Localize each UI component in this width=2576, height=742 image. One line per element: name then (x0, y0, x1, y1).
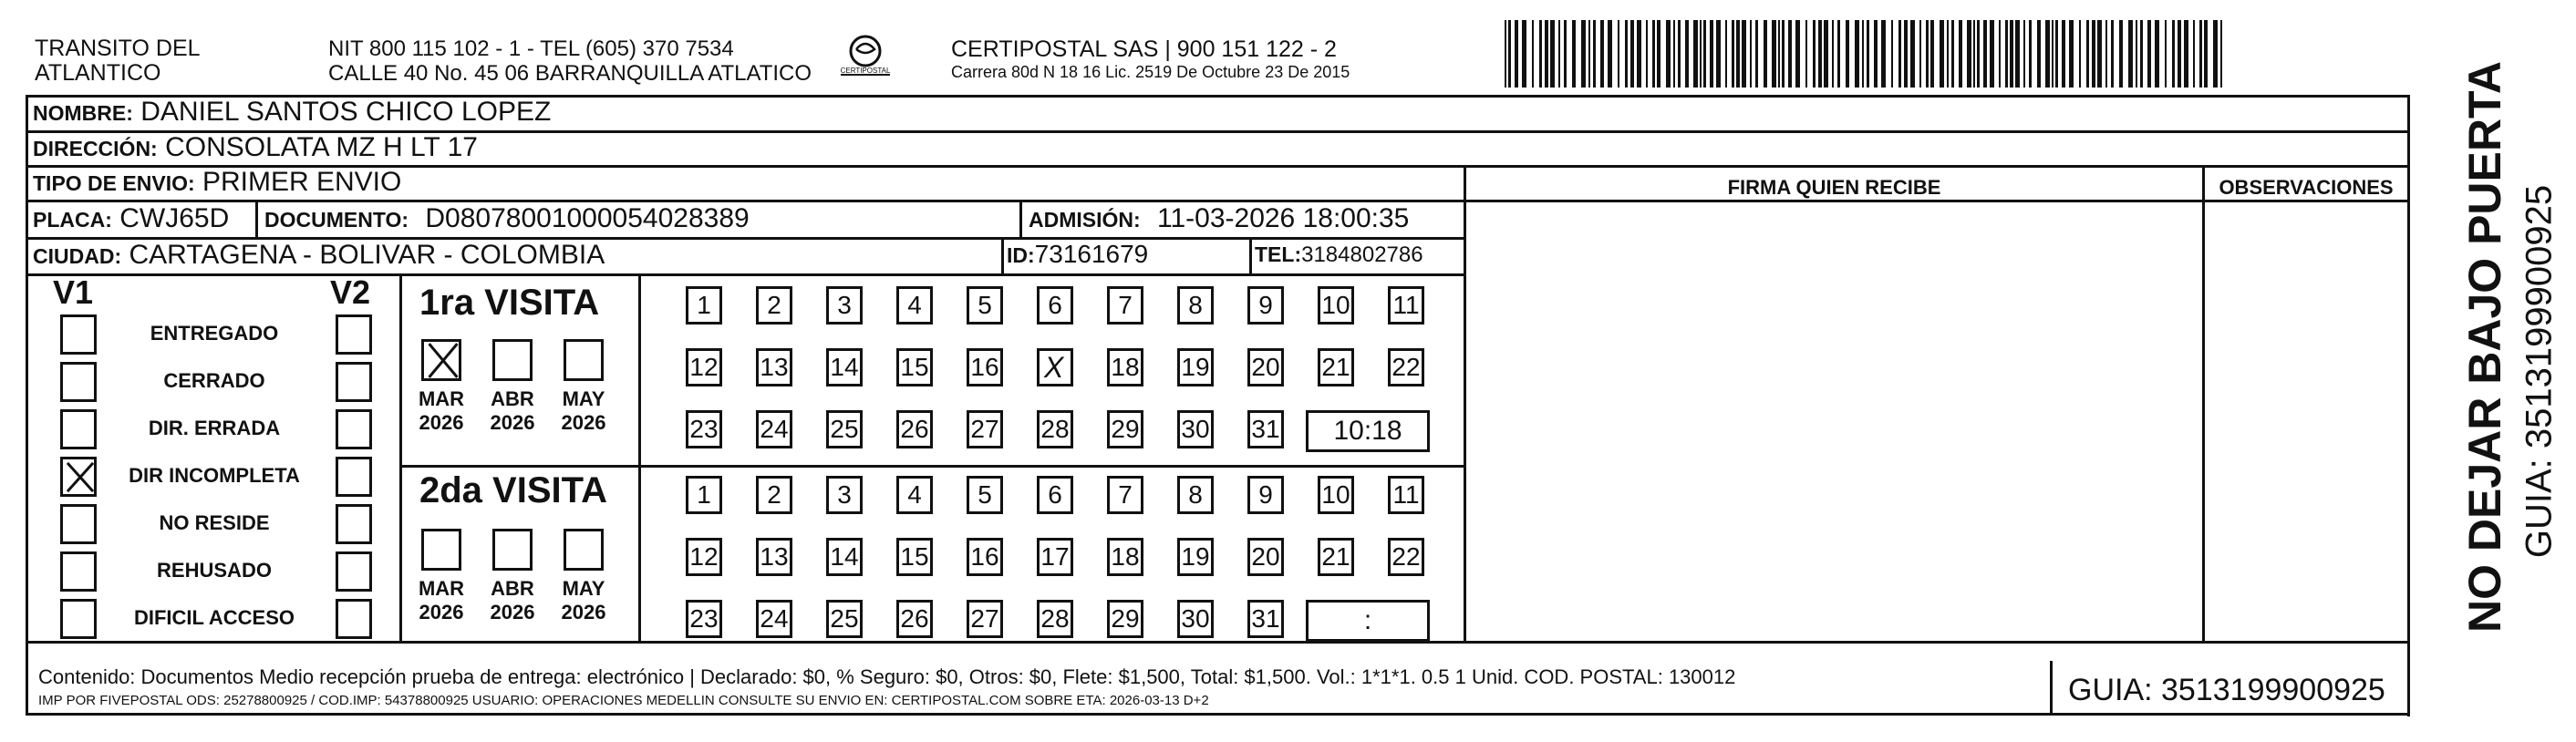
status-option-label: DIFICIL ACCESO (133, 606, 295, 629)
placa-field (33, 203, 229, 234)
firma-header: FIRMA QUIEN RECIBE (1727, 176, 1941, 199)
visit1-month-checkbox[interactable] (492, 339, 533, 381)
status-option-label: REHUSADO (157, 559, 272, 582)
admision-value: 11-03-2026 18:00:35 (1157, 203, 1410, 233)
status-option-label: DIR. ERRADA (148, 417, 281, 439)
visit1-month-checkbox[interactable] (564, 339, 604, 381)
visit2-time-box[interactable]: : (1306, 600, 1430, 642)
v2-checkbox[interactable] (336, 314, 372, 355)
side-warning: NO DEJAR BAJO PUERTA (2459, 61, 2510, 633)
documento-label: DOCUMENTO: (264, 208, 409, 232)
visit1-day-box[interactable]: 18 (1107, 348, 1143, 386)
visit1-day-box[interactable]: 29 (1107, 410, 1143, 448)
placa-value: CWJ65D (119, 203, 230, 233)
direccion-label: DIRECCIÓN: (33, 137, 158, 160)
status-option-label: NO RESIDE (159, 511, 270, 534)
visit1-day-box[interactable]: 16 (967, 348, 1003, 386)
visit2-day-box[interactable]: 25 (826, 600, 863, 638)
visit2-day-box[interactable]: 22 (1388, 538, 1424, 576)
visit2-day-box[interactable]: 12 (686, 538, 722, 576)
status-v1-label: V1 (53, 273, 94, 311)
visit2-month-checkbox[interactable] (564, 529, 604, 571)
visit1-day-box[interactable]: 20 (1247, 348, 1284, 386)
visit2-title: 2da VISITA (419, 470, 607, 510)
visit2-day-box[interactable]: 11 (1388, 476, 1424, 514)
visit1-day-box[interactable]: 22 (1388, 348, 1424, 386)
visit1-day-box[interactable]: 10 (1318, 286, 1354, 325)
status-v2-label: V2 (330, 273, 371, 311)
placa-label: PLACA: (33, 208, 112, 232)
direccion-field (33, 132, 478, 163)
visit1-month-checkbox[interactable] (421, 339, 461, 381)
nombre-label: NOMBRE: (33, 101, 133, 125)
tipo-value: PRIMER ENVIO (202, 167, 402, 197)
courier-name: CERTIPOSTAL SAS | 900 151 122 - 2 (951, 36, 1337, 62)
visit2-day-box[interactable]: 6 (1037, 476, 1073, 514)
v1-checkbox[interactable] (60, 504, 97, 544)
visit1-day-box[interactable]: 27 (967, 410, 1003, 448)
visit1-day-mark: X (1044, 351, 1064, 384)
tipo-envio-field (33, 167, 401, 198)
visit2-month-label: ABR 2026 (490, 577, 535, 623)
visit1-day-box[interactable]: 11 (1388, 286, 1424, 325)
visit2-day-box[interactable]: 2 (756, 476, 792, 514)
tel-label: TEL: (1255, 242, 1302, 266)
visit1-day-box[interactable]: 1 (686, 286, 722, 325)
visit2-day-box[interactable]: 17 (1037, 538, 1073, 576)
visit2-day-box[interactable]: 4 (896, 476, 933, 514)
visit1-title: 1ra VISITA (419, 283, 600, 323)
sender-nit: NIT 800 115 102 - 1 - TEL (605) 370 7534 (328, 36, 734, 61)
visit1-month-label: ABR 2026 (490, 387, 535, 434)
footer-imp: IMP POR FIVEPOSTAL ODS: 25278800925 / COD.IMP: 54378800925 USUARIO: OPERACIONES MEDELLIN CONSULTE SU ENVIO EN: CERTIPOSTAL.COM SOBRE ETA: 2026-03-13 D+2 (38, 693, 1209, 708)
v2-checkbox[interactable] (336, 599, 372, 639)
visit1-day-box[interactable]: 5 (967, 286, 1003, 325)
id-label: ID: (1007, 243, 1035, 267)
visit2-day-box[interactable]: 28 (1037, 600, 1073, 638)
v2-checkbox[interactable] (336, 457, 372, 497)
visit1-day-box[interactable]: 4 (896, 286, 933, 325)
visit1-day-box[interactable]: 25 (826, 410, 863, 448)
visit1-day-box[interactable]: 31 (1247, 410, 1284, 448)
footer-contenido: Contenido: Documentos Medio recepción prueba de entrega: electrónico | Declarado: $0, % Seguro: $0, Otros: $0, Flete: $1,500, Total: $1,500. Vol.: 1*1*1. 0.5 1 Unid. COD. POSTAL: 130012 (38, 665, 1736, 688)
barcode (1505, 20, 2234, 88)
ciudad-label: CIUDAD: (33, 244, 122, 268)
visit1-day-box[interactable]: 12 (686, 348, 722, 386)
side-guia: GUIA: 3513199900925 (2519, 184, 2560, 559)
visit2-month-label: MAY 2026 (561, 577, 606, 623)
courier-address: Carrera 80d N 18 16 Lic. 2519 De Octubre 23 De 2015 (951, 63, 1350, 81)
visit1-day-box[interactable]: 7 (1107, 286, 1143, 325)
visit1-day-box[interactable]: 15 (896, 348, 933, 386)
id-value: 73161679 (1034, 240, 1149, 268)
v1-checkbox[interactable] (60, 599, 97, 639)
side-text (2412, 61, 2567, 647)
visit1-day-box[interactable]: 3 (826, 286, 863, 325)
sender-name (35, 36, 201, 86)
documento-value: D08078001000054028389 (425, 203, 750, 233)
visit2-day-box[interactable]: 27 (967, 600, 1003, 638)
visit1-day-box[interactable]: 6 (1037, 286, 1073, 325)
visit2-day-box[interactable]: 18 (1107, 538, 1143, 576)
visit1-time-box[interactable]: 10:18 (1306, 410, 1430, 452)
visit1-day-box[interactable]: 13 (756, 348, 792, 386)
visit2-month-checkbox[interactable] (492, 529, 533, 571)
visit1-day-box[interactable]: 14 (826, 348, 863, 386)
visit2-day-box[interactable]: 29 (1107, 600, 1143, 638)
sender-address: CALLE 40 No. 45 06 BARRANQUILLA ATLATICO (328, 61, 812, 86)
v1-checkbox[interactable] (60, 314, 97, 355)
visit2-day-box[interactable]: 9 (1247, 476, 1284, 514)
visit1-day-box[interactable]: 2 (756, 286, 792, 325)
visit1-day-box[interactable]: 21 (1318, 348, 1354, 386)
status-option-label: DIR INCOMPLETA (129, 464, 300, 487)
visit2-day-box[interactable]: 13 (756, 538, 792, 576)
visit1-month-label: MAR 2026 (418, 387, 465, 434)
sender-line2: ATLANTICO (35, 60, 161, 86)
visit1-day-box[interactable]: 9 (1247, 286, 1284, 325)
id-field (1007, 240, 1148, 269)
visit1-day-box[interactable]: 24 (756, 410, 792, 448)
visit1-day-box[interactable] (1037, 348, 1073, 386)
visit1-day-box[interactable]: 8 (1177, 286, 1214, 325)
v1-checkbox[interactable] (60, 362, 97, 402)
visit2-day-box[interactable]: 19 (1177, 538, 1214, 576)
v2-checkbox[interactable] (336, 504, 372, 544)
visit2-day-box[interactable]: 30 (1177, 600, 1214, 638)
v2-checkbox[interactable] (336, 551, 372, 592)
status-option-label: CERRADO (163, 369, 265, 392)
v2-checkbox[interactable] (336, 409, 372, 449)
visit1-month-label: MAY 2026 (561, 387, 606, 434)
direccion-value: CONSOLATA MZ H LT 17 (165, 132, 478, 162)
logo-text: CERTIPOSTAL (840, 67, 891, 75)
admision-field (1029, 203, 1409, 234)
documento-field (264, 203, 750, 234)
visit2-day-box[interactable]: 1 (686, 476, 722, 514)
ciudad-field (33, 240, 605, 271)
visit2-day-box[interactable]: 16 (967, 538, 1003, 576)
tel-field (1255, 242, 1423, 268)
visit2-day-box[interactable]: 10 (1318, 476, 1354, 514)
nombre-field (33, 97, 551, 128)
visit1-day-box[interactable]: 19 (1177, 348, 1214, 386)
v1-checkbox[interactable] (60, 409, 97, 449)
sender-line1: TRANSITO DEL (35, 36, 201, 61)
visit2-month-checkbox[interactable] (421, 529, 461, 571)
status-option-label: ENTREGADO (150, 322, 279, 345)
visit2-day-box[interactable]: 23 (686, 600, 722, 638)
visit2-day-box[interactable]: 7 (1107, 476, 1143, 514)
certipostal-logo (833, 33, 897, 84)
courier-info (951, 36, 1350, 82)
visit2-month-label: MAR 2026 (418, 577, 465, 623)
visit1-day-box[interactable]: 28 (1037, 410, 1073, 448)
visit2-day-box[interactable]: 8 (1177, 476, 1214, 514)
tipo-label: TIPO DE ENVIO: (33, 171, 195, 195)
v2-checkbox[interactable] (336, 362, 372, 402)
visit1-day-box[interactable]: 26 (896, 410, 933, 448)
tel-value: 3184802786 (1301, 242, 1423, 267)
visit2-day-box[interactable]: 31 (1247, 600, 1284, 638)
visit1-day-box[interactable]: 23 (686, 410, 722, 448)
ciudad-value: CARTAGENA - BOLIVAR - COLOMBIA (129, 240, 605, 270)
v1-checkbox[interactable] (60, 457, 97, 497)
visit2-day-box[interactable]: 5 (967, 476, 1003, 514)
sender-info (328, 36, 812, 86)
footer-guia: GUIA: 3513199900925 (2068, 673, 2385, 707)
visit1-day-box[interactable]: 30 (1177, 410, 1214, 448)
observaciones-header: OBSERVACIONES (2219, 176, 2394, 199)
visit2-day-box[interactable]: 3 (826, 476, 863, 514)
visit2-day-box[interactable]: 24 (756, 600, 792, 638)
admision-label: ADMISIÓN: (1029, 208, 1141, 232)
nombre-value: DANIEL SANTOS CHICO LOPEZ (140, 97, 552, 127)
visit2-day-box[interactable]: 26 (896, 600, 933, 638)
visit2-day-box[interactable]: 15 (896, 538, 933, 576)
v1-checkbox[interactable] (60, 551, 97, 592)
visit2-day-box[interactable]: 14 (826, 538, 863, 576)
visit2-day-box[interactable]: 20 (1247, 538, 1284, 576)
visit2-day-box[interactable]: 21 (1318, 538, 1354, 576)
